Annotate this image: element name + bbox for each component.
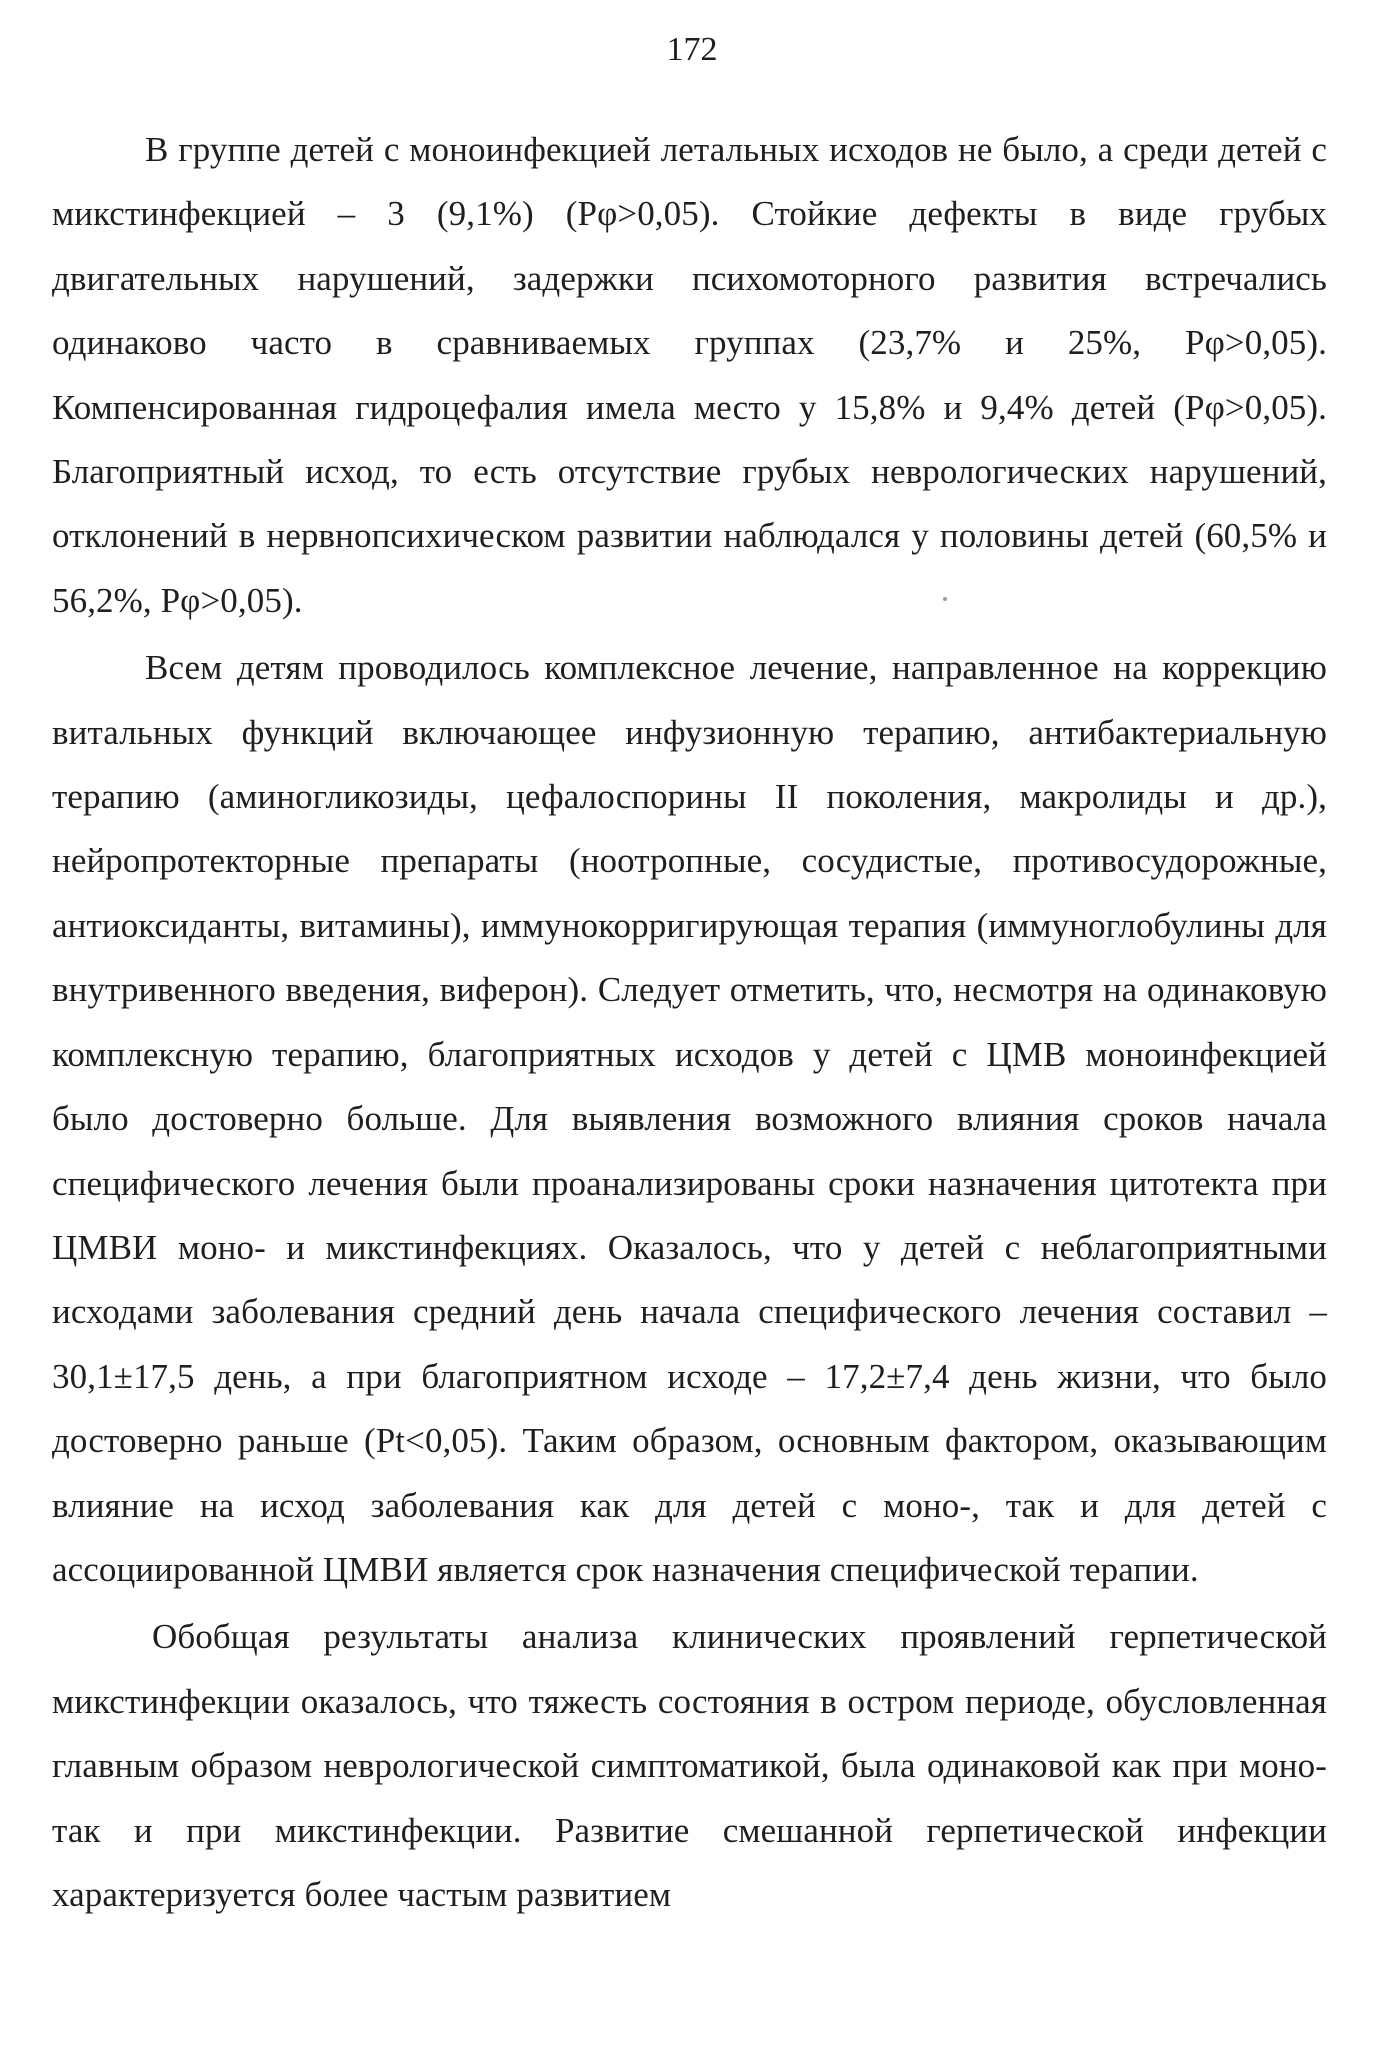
scan-speck — [943, 597, 947, 601]
paragraph-treatment: Всем детям проводилось комплексное лечение, направленное на коррекцию витальных функций включающее инфузионную терапию, антибактериальную терапию (аминогликозиды, цефалоспорины II поколения, макролиды и др.), нейропротекторные препараты (ноотропные, сосудистые, противосудорожные, антиоксиданты, витамины), иммунокорригирующая терапия (иммуноглобулины для внутривенного введения, виферон). Следует отметить, что, несмотря на одинаковую комплексную терапию, благоприятных исходов у детей с ЦМВ моноинфекцией было достоверно больше. Для выявления возможного влияния сроков начала специфического лечения были проанализированы сроки назначения цитотекта при ЦМВИ моно- и микстинфекциях. Оказалось, что у детей с неблагоприятными исходами заболевания средний день начала специфического лечения составил – 30,1±17,5 день, а при благоприятном исходе – 17,2±7,4 день жизни, что было достоверно раньше (Pt<0,05). Таким образом, основным фактором, оказывающим влияние на исход заболевания как для детей с моно-, так и для детей с ассоциированной ЦМВИ является срок назначения специфической терапии. — [52, 648, 1327, 1589]
body-text — [52, 118, 1327, 1927]
paragraph-outcomes: В группе детей с моноинфекцией летальных исходов не было, а среди детей с микстинфекцией – 3 (9,1%) (Рφ>0,05). Стойкие дефекты в виде грубых двигательных нарушений, задержки психомоторного развития встречались одинаково часто в сравниваемых группах (23,7% и 25%, Рφ>0,05). Компенсированная гидроцефалия имела место у 15,8% и 9,4% детей (Рφ>0,05). Благоприятный исход, то есть отсутствие грубых неврологических нарушений, отклонений в нервнопсихическом развитии наблюдался у половины детей (60,5% и 56,2%, Рφ>0,05). — [52, 130, 1327, 620]
paragraph-summary: Обобщая результаты анализа клинических проявлений герпетической микстинфекции оказалось, что тяжесть состояния в остром периоде, обусловленная главным образом неврологической симптоматикой, была одинаковой как при моно- так и при микстинфекции. Развитие смешанной герпетической инфекции характеризуется более частым развитием — [52, 1617, 1327, 1914]
page-number: 172 — [666, 31, 718, 68]
